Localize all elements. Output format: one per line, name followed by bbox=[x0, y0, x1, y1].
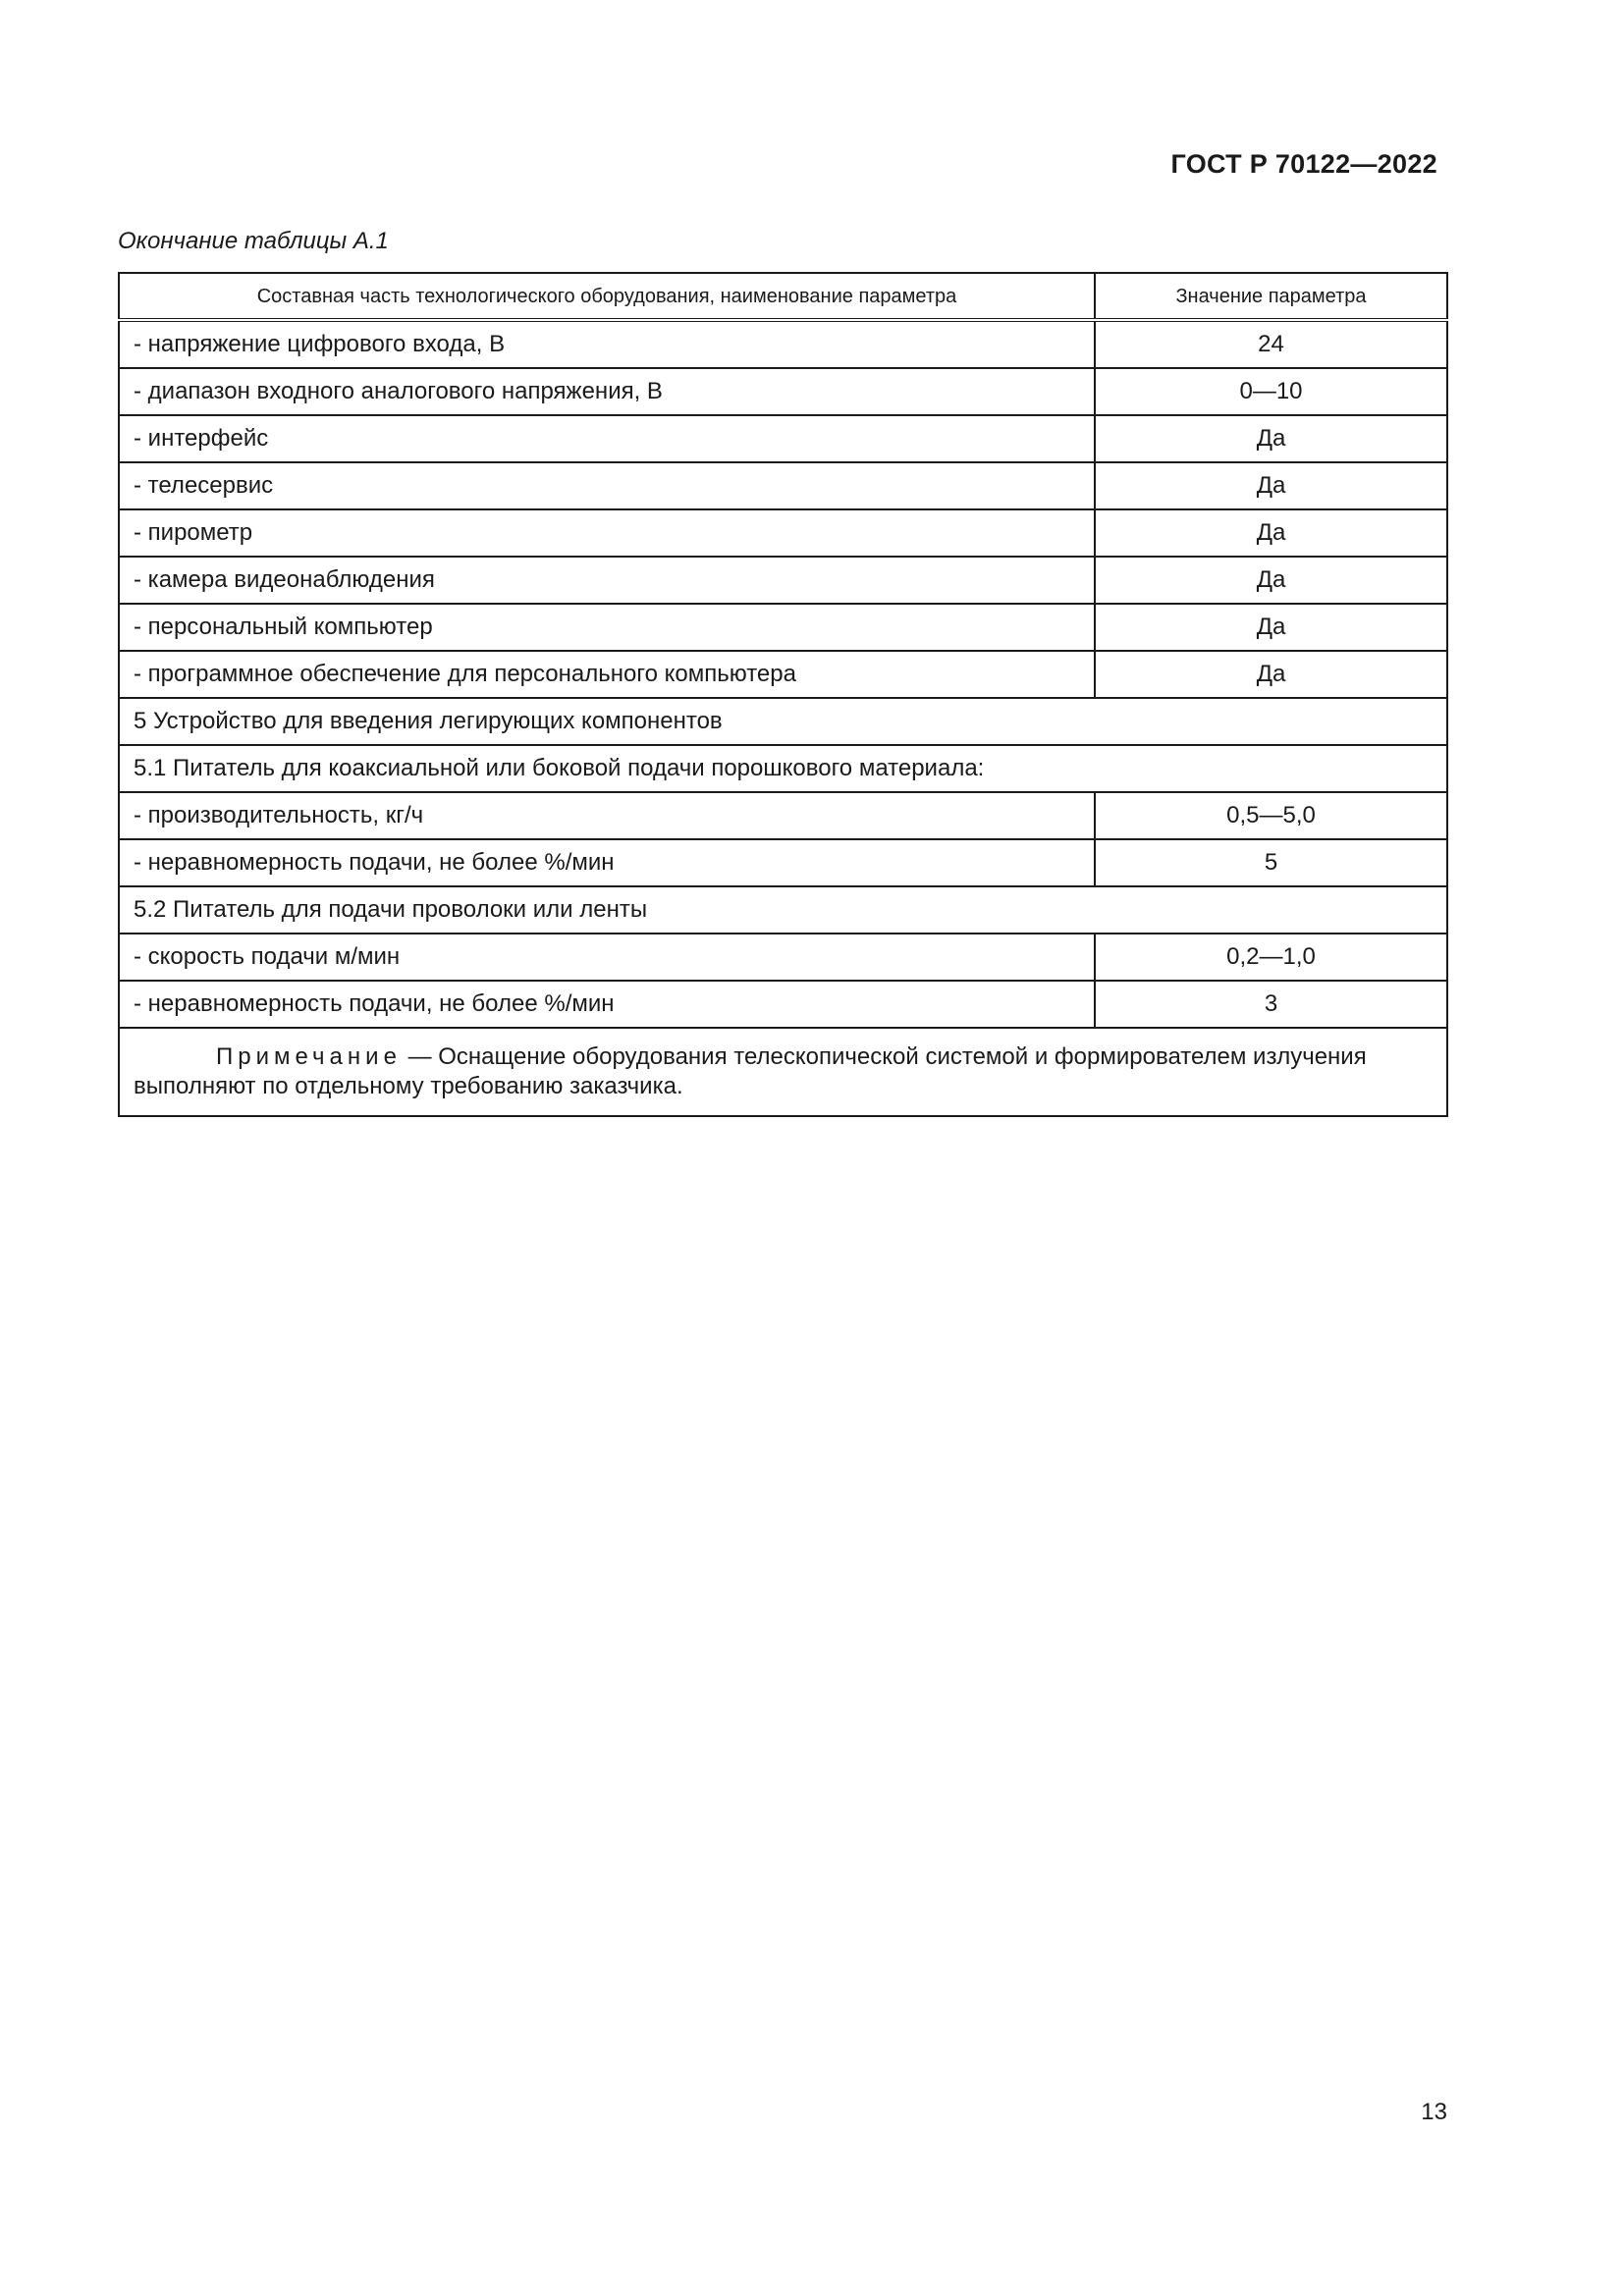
parameter-name: - производительность, кг/ч bbox=[119, 792, 1095, 839]
table-section-row bbox=[119, 886, 1447, 934]
table-row bbox=[119, 651, 1447, 698]
parameter-value: Да bbox=[1095, 651, 1447, 698]
table-row bbox=[119, 981, 1447, 1028]
parameter-value: Да bbox=[1095, 462, 1447, 509]
table-row bbox=[119, 934, 1447, 981]
parameter-name: - персональный компьютер bbox=[119, 604, 1095, 651]
table-body bbox=[119, 320, 1447, 1028]
parameter-name: - диапазон входного аналогового напряжения, В bbox=[119, 368, 1095, 415]
section-title: 5.1 Питатель для коаксиальной или боковой подачи порошкового материала: bbox=[119, 745, 1447, 792]
table-note-row bbox=[119, 1028, 1447, 1116]
parameter-value: Да bbox=[1095, 604, 1447, 651]
parameters-table bbox=[118, 272, 1448, 1117]
parameter-name: - телесервис bbox=[119, 462, 1095, 509]
table-row bbox=[119, 839, 1447, 886]
parameter-value: 0—10 bbox=[1095, 368, 1447, 415]
parameter-value: 0,2—1,0 bbox=[1095, 934, 1447, 981]
parameter-name: - скорость подачи м/мин bbox=[119, 934, 1095, 981]
parameter-value: 5 bbox=[1095, 839, 1447, 886]
parameter-value: Да bbox=[1095, 557, 1447, 604]
table-header-row bbox=[119, 273, 1447, 320]
parameter-name: - интерфейс bbox=[119, 415, 1095, 462]
table-row bbox=[119, 320, 1447, 368]
table-row bbox=[119, 509, 1447, 557]
table-row bbox=[119, 557, 1447, 604]
table-section-row bbox=[119, 745, 1447, 792]
parameter-name: - напряжение цифрового входа, В bbox=[119, 320, 1095, 368]
parameter-value: 0,5—5,0 bbox=[1095, 792, 1447, 839]
parameter-name: - пирометр bbox=[119, 509, 1095, 557]
parameter-value: 3 bbox=[1095, 981, 1447, 1028]
table-row bbox=[119, 462, 1447, 509]
table-row bbox=[119, 604, 1447, 651]
column-header-parameter: Составная часть технологического оборудования, наименование параметра bbox=[119, 273, 1095, 320]
parameter-value: Да bbox=[1095, 415, 1447, 462]
parameter-value: 24 bbox=[1095, 320, 1447, 368]
column-header-value: Значение параметра bbox=[1095, 273, 1447, 320]
table-note bbox=[119, 1028, 1447, 1116]
note-text: — Оснащение оборудования телескопической системой и формирователем излучения выполняют по отдельному требованию заказчика. bbox=[134, 1043, 1367, 1099]
document-code: ГОСТ Р 70122—2022 bbox=[1170, 149, 1437, 179]
parameter-value: Да bbox=[1095, 509, 1447, 557]
parameter-name: - камера видеонаблюдения bbox=[119, 557, 1095, 604]
note-label: Примечание bbox=[216, 1043, 402, 1070]
table-section-row bbox=[119, 698, 1447, 745]
table-row bbox=[119, 368, 1447, 415]
table-row bbox=[119, 415, 1447, 462]
parameter-name: - программное обеспечение для персонального компьютера bbox=[119, 651, 1095, 698]
table-row bbox=[119, 792, 1447, 839]
table-caption: Окончание таблицы А.1 bbox=[118, 228, 389, 254]
parameter-name: - неравномерность подачи, не более %/мин bbox=[119, 981, 1095, 1028]
page-number: 13 bbox=[1421, 2099, 1447, 2125]
section-title: 5 Устройство для введения легирующих компонентов bbox=[119, 698, 1447, 745]
parameter-name: - неравномерность подачи, не более %/мин bbox=[119, 839, 1095, 886]
section-title: 5.2 Питатель для подачи проволоки или ленты bbox=[119, 886, 1447, 934]
